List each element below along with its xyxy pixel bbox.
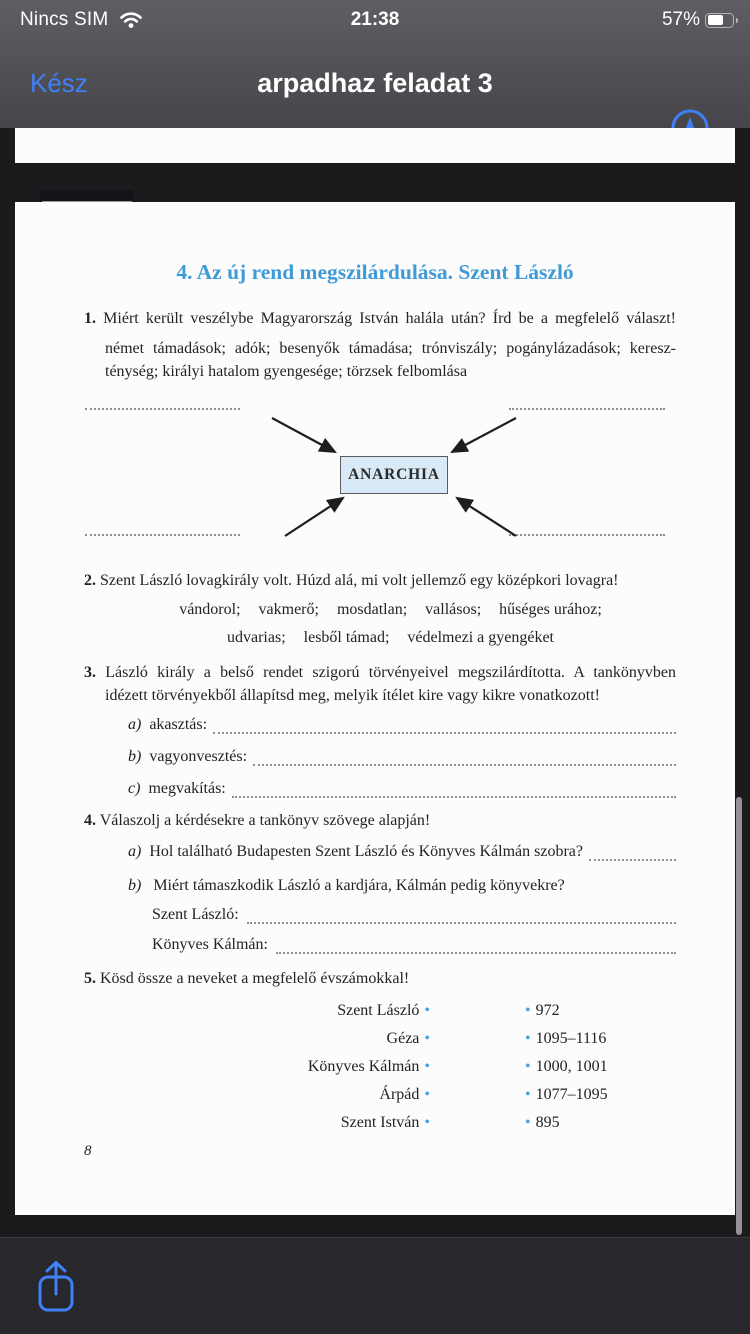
connector-dot: • [424, 1002, 430, 1019]
question-2-number: 2. [84, 572, 96, 589]
navigation-bar [0, 44, 750, 128]
question-3-line-1: 3. László király a belső rendet szigorú törvényeivel megszilárdította. A tankönyvben [84, 664, 677, 681]
question-4-number: 4. [84, 812, 96, 829]
question-5-number: 5. [84, 970, 96, 987]
status-bar [0, 0, 750, 44]
battery-percent-label: 57% [661, 9, 700, 30]
worksheet-page[interactable] [15, 202, 735, 1215]
question-3-line-2: idézett törvényekből állapítsd meg, melyik ítélet kire vagy kikre vonatkozott! [105, 687, 600, 704]
anarchia-box: ANARCHIA [340, 456, 448, 494]
question-1-number: 1. [84, 310, 96, 327]
battery-icon [705, 12, 738, 29]
answer-line-top-left [85, 408, 240, 410]
connector-dot: • [424, 1058, 430, 1075]
question-2-options-row-2: udvarias; lesből támad; védelmezi a gyengéket [226, 629, 554, 646]
battery-indicator [662, 9, 738, 31]
scrollbar-thumb[interactable] [736, 797, 742, 1235]
question-1-line-3: ténység; királyi hatalom gyengesége; törzsek felbomlása [105, 363, 468, 380]
share-icon[interactable] [34, 1258, 78, 1316]
worksheet-title: 4. Az új rend megszilárdulása. Szent László [176, 260, 574, 284]
answer-line [232, 783, 676, 798]
question-3-item-b: b) vagyonvesztés: [128, 748, 676, 766]
question-2-options-row-1: vándorol; vakmerő; mosdatlan; vallásos; hűséges urához; [179, 601, 602, 618]
answer-line-top-right [509, 408, 665, 410]
connector-dot: • [525, 1030, 531, 1047]
connector-dot: • [525, 1002, 531, 1019]
connector-dot: • [424, 1114, 430, 1131]
question-4-answer-kalman: Könyves Kálmán: [152, 936, 676, 954]
question-4-item-b: b) Miért támaszkodik László a kardjára, Kálmán pedig könyvekre? [128, 877, 565, 894]
clock: 21:38 [350, 9, 400, 30]
question-3-item-c: c) megvakítás: [128, 780, 676, 798]
answer-line [247, 909, 676, 924]
done-button[interactable]: Kész [30, 68, 88, 98]
match-row-3: Könyves Kálmán • • 1000, 1001 [307, 1058, 608, 1075]
match-row-1: Szent László • • 972 [337, 1002, 560, 1019]
connector-dot: • [525, 1058, 531, 1075]
match-row-4: Árpád • • 1077–1095 [379, 1086, 608, 1103]
question-4-answer-laszlo: Szent László: [152, 906, 676, 924]
answer-line-bottom-left [85, 534, 240, 536]
question-2-line-1: 2. Szent László lovagkirály volt. Húzd alá, mi volt jellemző egy középkori lovagra! [84, 572, 619, 589]
page-number: 8 [84, 1143, 92, 1159]
connector-dot: • [424, 1030, 430, 1047]
answer-line [213, 719, 676, 734]
question-3-number: 3. [84, 664, 96, 681]
bottom-toolbar [0, 1237, 750, 1334]
question-1-line-1: 1. Miért került veszélybe Magyarország István halála után? Írd be a megfelelő választ! [84, 310, 677, 327]
top-chrome [0, 0, 750, 128]
document-title: arpadhaz feladat 3 [257, 68, 493, 98]
answer-line [276, 939, 676, 954]
answer-line [253, 751, 676, 766]
match-row-2: Géza • • 1095–1116 [386, 1030, 607, 1047]
connector-dot: • [525, 1086, 531, 1103]
connector-dot: • [525, 1114, 531, 1131]
match-row-5: Szent István • • 895 [340, 1114, 560, 1131]
question-3-item-a: a) akasztás: [128, 716, 676, 734]
carrier-label: Nincs SIM [20, 9, 109, 30]
question-1-line-2: német támadások; adók; besenyők támadása; trónviszály; pogánylázadások; keresz- [105, 340, 676, 357]
connector-dot: • [424, 1086, 430, 1103]
question-4-item-a: a) Hol található Budapesten Szent László és Könyves Kálmán szobra? [128, 843, 676, 861]
previous-page-edge [15, 128, 735, 163]
answer-line [589, 846, 676, 861]
question-5-intro: 5. Kösd össze a neveket a megfelelő évszámokkal! [84, 970, 410, 987]
question-4-intro: 4. Válaszolj a kérdésekre a tankönyv szövege alapján! [84, 812, 431, 829]
